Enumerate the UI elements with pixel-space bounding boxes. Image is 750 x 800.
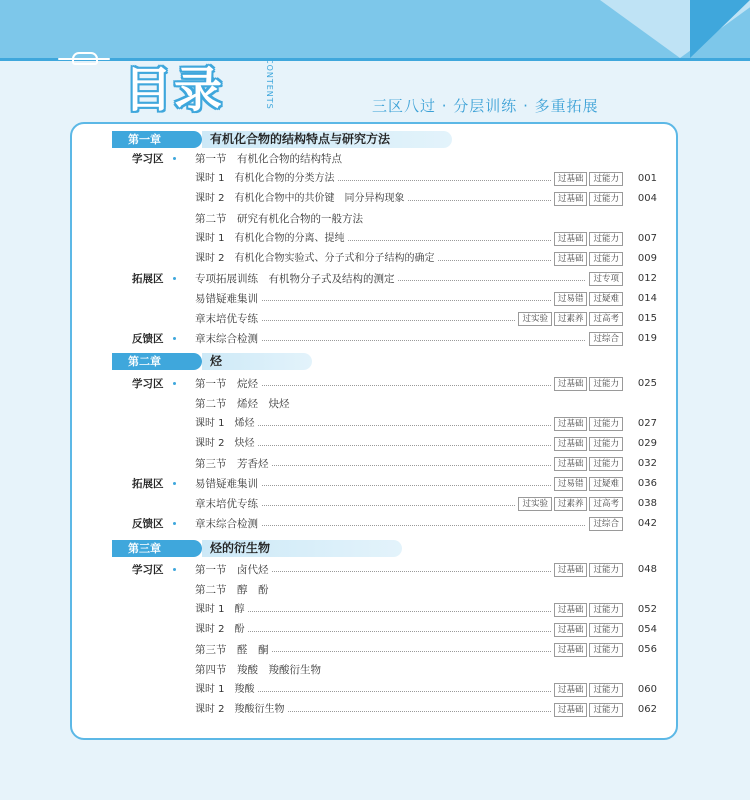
page-number: 054 [637, 624, 657, 635]
tag-badge: 过能力 [589, 417, 623, 431]
page-number: 012 [637, 273, 657, 284]
entry-text: 第四节 羧酸 羧酸衍生物 [195, 662, 324, 678]
tag-badge: 过基础 [554, 683, 588, 697]
entry-text: 第二节 醇 酚 [195, 582, 272, 598]
toc-entry[interactable] [195, 622, 657, 638]
tag-badge: 过基础 [554, 703, 588, 717]
entry-text: 第三节 芳香烃 [195, 456, 272, 472]
zone-label-study: 学习区 [132, 153, 164, 165]
toc-entry[interactable] [195, 331, 657, 347]
entry-text: 课时 2 羧酸衍生物 [195, 702, 288, 718]
entry-text: 课时 1 有机化合物的分离、提纯 [195, 231, 348, 247]
toc-entry[interactable] [195, 251, 657, 267]
toc-entry[interactable] [195, 211, 657, 227]
toc-entry[interactable] [195, 191, 657, 207]
slogan: 三区八过 · 分层训练 · 多重拓展 [372, 97, 599, 115]
entry-text: 课时 1 醇 [195, 602, 248, 618]
chapter-title: 有机化合物的结构特点与研究方法 [210, 132, 391, 146]
chapter-label: 第二章 [112, 353, 202, 370]
chapter-label: 第三章 [112, 540, 202, 557]
page-number: 038 [637, 498, 657, 509]
tag-badge: 过能力 [589, 623, 623, 637]
header-stripe [0, 58, 750, 61]
toc-entry[interactable] [195, 456, 657, 472]
contents-label: CONTENTS [265, 58, 274, 110]
tag-badge: 过高考 [589, 497, 623, 511]
tag-badge: 过专项 [589, 272, 623, 286]
toc-entry[interactable] [195, 416, 657, 432]
toc-entry[interactable] [195, 231, 657, 247]
tag-badge: 过基础 [554, 563, 588, 577]
tag-badge: 过基础 [554, 643, 588, 657]
page-number: 042 [637, 518, 657, 529]
tag-badge: 过疑难 [589, 292, 623, 306]
entry-text: 课时 1 烯烃 [195, 416, 258, 432]
tag-badge: 过能力 [589, 192, 623, 206]
entry-text: 章末培优专练 [195, 311, 261, 327]
toc-entry[interactable] [195, 516, 657, 532]
page-number: 015 [637, 313, 657, 324]
page-number: 025 [637, 378, 657, 389]
toc-entry[interactable] [195, 436, 657, 452]
page-number: 027 [637, 418, 657, 429]
toc-entry[interactable] [195, 396, 657, 412]
header-banner [0, 0, 750, 122]
tag-badge: 过基础 [554, 457, 588, 471]
toc-entry[interactable] [195, 476, 657, 492]
tag-badge: 过综合 [589, 332, 623, 346]
zone-label-expand: 拓展区 [132, 273, 164, 285]
tag-badge: 过基础 [554, 417, 588, 431]
entry-text: 章末综合检测 [195, 331, 261, 347]
tag-badge: 过能力 [589, 172, 623, 186]
entry-text: 课时 2 有机化合物实验式、分子式和分子结构的确定 [195, 251, 438, 267]
tag-badge: 过易错 [554, 292, 588, 306]
tag-badge: 过能力 [589, 232, 623, 246]
toc-entry[interactable] [195, 376, 657, 392]
brand-logo-icon [58, 50, 110, 68]
chapter-title: 烃的衍生物 [210, 541, 271, 555]
tag-badge: 过能力 [589, 563, 623, 577]
entry-text: 第一节 卤代烃 [195, 562, 272, 578]
toc-entry[interactable] [195, 602, 657, 618]
tag-badge: 过基础 [554, 192, 588, 206]
header-decoration [690, 0, 750, 58]
entry-text: 第一节 烷烃 [195, 376, 261, 392]
zone-label-study: 学习区 [132, 564, 164, 576]
tag-badge: 过高考 [589, 312, 623, 326]
zone-label-study: 学习区 [132, 378, 164, 390]
entry-text: 第一节 有机化合物的结构特点 [195, 151, 345, 167]
toc-entry[interactable] [195, 291, 657, 307]
tag-badge: 过能力 [589, 252, 623, 266]
entry-text: 第二节 烯烃 炔烃 [195, 396, 293, 412]
zone-label-feedback: 反馈区 [132, 333, 164, 345]
toc-entry[interactable] [195, 562, 657, 578]
tag-badge: 过基础 [554, 252, 588, 266]
tag-badge: 过基础 [554, 232, 588, 246]
tag-badge: 过能力 [589, 683, 623, 697]
toc-entry[interactable] [195, 642, 657, 658]
entry-text: 第二节 研究有机化合物的一般方法 [195, 211, 366, 227]
tag-badge: 过疑难 [589, 477, 623, 491]
tag-badge: 过素养 [554, 312, 588, 326]
page-number: 032 [637, 458, 657, 469]
page-number: 014 [637, 293, 657, 304]
toc-entry[interactable] [195, 702, 657, 718]
tag-badge: 过基础 [554, 377, 588, 391]
toc-entry[interactable] [195, 496, 657, 512]
tag-badge: 过综合 [589, 517, 623, 531]
toc-entry[interactable] [195, 582, 657, 598]
page-number: 048 [637, 564, 657, 575]
page-number: 060 [637, 684, 657, 695]
page-number: 052 [637, 604, 657, 615]
chapter-title: 烃 [210, 354, 223, 368]
tag-badge: 过能力 [589, 437, 623, 451]
entry-text: 章末培优专练 [195, 496, 261, 512]
zone-label-feedback: 反馈区 [132, 518, 164, 530]
page-title: 目录 [124, 62, 225, 118]
tag-badge: 过能力 [589, 377, 623, 391]
tag-badge: 过易错 [554, 477, 588, 491]
toc-entry[interactable] [195, 682, 657, 698]
tag-badge: 过基础 [554, 623, 588, 637]
tag-badge: 过基础 [554, 437, 588, 451]
toc-entry[interactable] [195, 311, 657, 327]
tag-badge: 过基础 [554, 603, 588, 617]
entry-text: 课时 1 羧酸 [195, 682, 258, 698]
page-number: 036 [637, 478, 657, 489]
page-number: 001 [637, 173, 657, 184]
toc-entry[interactable] [195, 662, 657, 678]
page-number: 062 [637, 704, 657, 715]
entry-text: 易错疑难集训 [195, 291, 261, 307]
page-number: 007 [637, 233, 657, 244]
tag-badge: 过能力 [589, 643, 623, 657]
tag-badge: 过能力 [589, 457, 623, 471]
entry-text: 易错疑难集训 [195, 476, 261, 492]
toc-entry[interactable] [195, 171, 657, 187]
page-number: 019 [637, 333, 657, 344]
chapter-label: 第一章 [112, 131, 202, 148]
page-number: 009 [637, 253, 657, 264]
entry-text: 课时 2 酚 [195, 622, 248, 638]
entry-text: 课时 2 有机化合物中的共价键 同分异构现象 [195, 191, 408, 207]
tag-badge: 过基础 [554, 172, 588, 186]
entry-text: 课时 1 有机化合物的分类方法 [195, 171, 338, 187]
tag-badge: 过实验 [518, 497, 552, 511]
tag-badge: 过能力 [589, 603, 623, 617]
tag-badge: 过实验 [518, 312, 552, 326]
entry-text: 专项拓展训练 有机物分子式及结构的测定 [195, 271, 398, 287]
entry-text: 章末综合检测 [195, 516, 261, 532]
page-number: 056 [637, 644, 657, 655]
page-number: 004 [637, 193, 657, 204]
page-number: 029 [637, 438, 657, 449]
toc-entry[interactable] [195, 271, 657, 287]
entry-text: 第三节 醛 酮 [195, 642, 272, 658]
toc-entry[interactable] [195, 151, 657, 167]
zone-label-expand: 拓展区 [132, 478, 164, 490]
tag-badge: 过能力 [589, 703, 623, 717]
tag-badge: 过素养 [554, 497, 588, 511]
entry-text: 课时 2 炔烃 [195, 436, 258, 452]
